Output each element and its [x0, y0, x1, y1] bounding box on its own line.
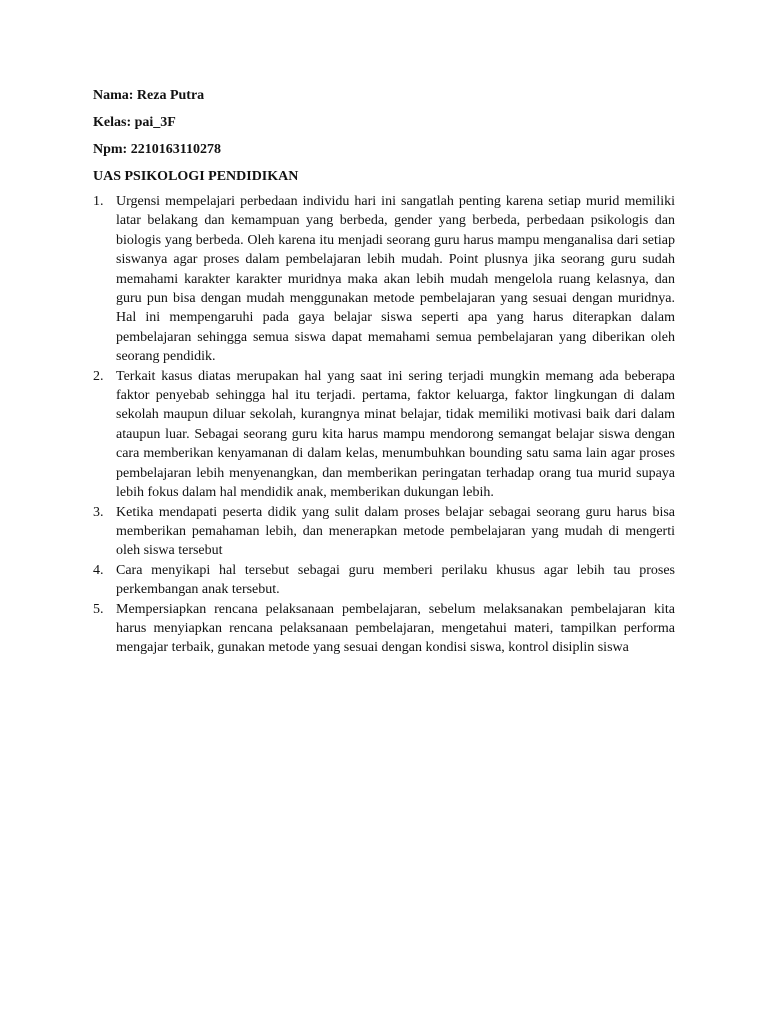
- answer-list: [93, 192, 675, 658]
- answer-text: Urgensi mempelajari perbedaan individu hari ini sangatlah penting karena setiap murid memiliki latar belakang dan kemampuan yang berbeda, gender yang berbeda, perbedaan psikologis dan biologis yang berbeda. Oleh karena itu menjadi seorang guru harus mampu menganalisa dari setiap siswanya agar proses dalam pembelajaran lebih mudah. Point plusnya jika seorang guru sudah memahami karakter karakter muridnya maka akan lebih mudah mengelola ruang kelasnya, dan guru pun bisa dengan mudah menggunakan metode pembelajaran yang sesuai dengan muridnya. Hal ini mempengaruhi pada gaya belajar siswa seperti apa yang harus diterapkan dalam pembelajaran sehingga semua siswa dapat memahami semua pembelajaran yang diberikan oleh seorang pendidik.: [116, 194, 675, 365]
- answer-number: 1.: [93, 194, 104, 209]
- answer-text: Mempersiapkan rencana pelaksanaan pembelajaran, sebelum melaksanakan pembelajaran kita harus menyiapkan rencana pelaksanaan pembelajaran, mengetahui materi, tampilkan performa mengajar terbaik, gunakan metode yang sesuai dengan kondisi siswa, kontrol disiplin siswa: [116, 601, 675, 656]
- answer-item-1: [93, 192, 675, 367]
- student-name: Nama: Reza Putra: [93, 88, 205, 103]
- answer-item-3: [93, 503, 675, 561]
- answer-text: Cara menyikapi hal tersebut sebagai guru memberi perilaku khusus agar lebih tau proses perkembangan anak tersebut.: [116, 562, 675, 598]
- answer-item-5: [93, 600, 675, 658]
- answer-item-2: [93, 367, 675, 503]
- answer-number: 3.: [93, 504, 104, 520]
- document-title: UAS PSIKOLOGI PENDIDIKAN: [93, 169, 299, 184]
- answer-number: 2.: [93, 368, 104, 384]
- answer-number: 4.: [93, 562, 104, 578]
- answer-text: Terkait kasus diatas merupakan hal yang saat ini sering terjadi mungkin memang ada beberapa faktor penyebab sehingga hal itu terjadi. pertama, faktor keluarga, faktor lingkungan di dalam sekolah maupun diluar sekolah, kurangnya minat belajar, tidak memiliki motivasi baik dari dalam ataupun luar. Sebagai seorang guru kita harus mampu mendorong semangat belajar siswa dengan cara memberikan kenyamanan di dalam kelas, menumbuhkan bounding satu sama lain agar proses pembelajaran lebih menyenangkan, dan memberikan peringatan terhadap orang tua murid supaya lebih fokus dalam hal mendidik anak, memberikan dukungan lebih.: [116, 368, 675, 501]
- student-class: Kelas: pai_3F: [93, 115, 176, 130]
- document-page: [93, 86, 675, 658]
- student-npm: Npm: 2210163110278: [93, 142, 221, 157]
- answer-number: 5.: [93, 601, 104, 617]
- answer-text: Ketika mendapati peserta didik yang sulit dalam proses belajar sebagai seorang guru harus bisa memberikan pemahaman lebih, dan menerapkan metode pembelajaran yang mudah di mengerti oleh siswa tersebut: [116, 504, 675, 559]
- answer-item-4: [93, 561, 675, 600]
